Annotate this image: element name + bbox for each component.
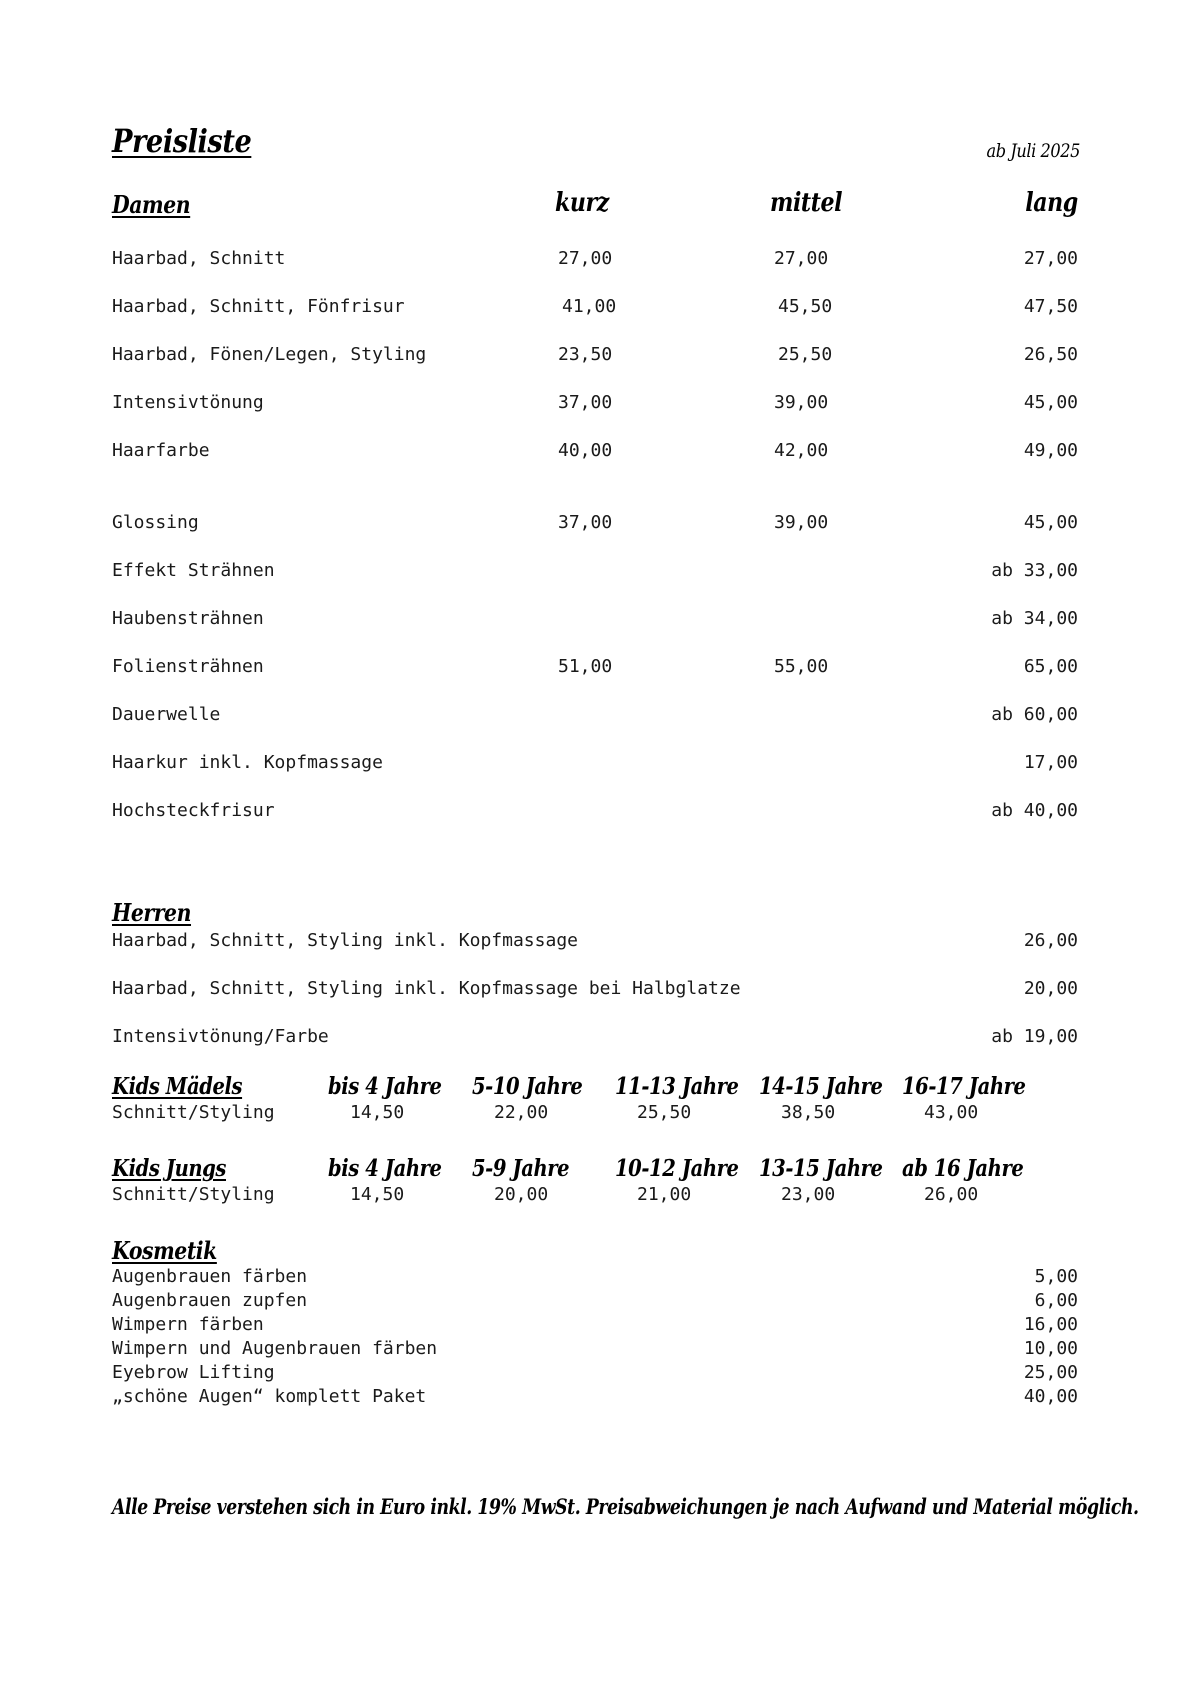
- service-label: Eyebrow Lifting: [112, 1362, 275, 1383]
- price: 43,00: [924, 1102, 979, 1123]
- age-group-heading: bis 4 Jahre: [328, 1155, 442, 1182]
- table-row: [112, 608, 1078, 632]
- price: 6,00: [1034, 1290, 1078, 1311]
- table-row: [112, 752, 1078, 776]
- page-title: Preisliste: [112, 122, 252, 160]
- price-kurz: 41,00: [562, 296, 617, 317]
- table-row: [112, 344, 1078, 368]
- price: 14,50: [350, 1184, 405, 1205]
- price-mittel: 55,00: [774, 656, 829, 677]
- table-row: [112, 440, 1078, 464]
- service-label: Haarbad, Fönen/Legen, Styling: [112, 344, 427, 365]
- column-heading-kurz: kurz: [555, 188, 609, 218]
- price-lang: ab 33,00: [991, 560, 1078, 581]
- price-mittel: 42,00: [774, 440, 829, 461]
- service-label: Dauerwelle: [112, 704, 221, 725]
- service-label: Haarkur inkl. Kopfmassage: [112, 752, 383, 773]
- price: ab 19,00: [991, 1026, 1078, 1047]
- table-row: [112, 1026, 1078, 1050]
- price: 21,00: [637, 1184, 692, 1205]
- valid-from-date: ab Juli 2025: [986, 140, 1080, 162]
- column-heading-lang: lang: [1025, 188, 1078, 218]
- price: 40,00: [1023, 1386, 1078, 1407]
- table-row: [112, 1362, 1078, 1386]
- price-lang: ab 40,00: [991, 800, 1078, 821]
- section-heading-damen: Damen: [112, 190, 191, 219]
- price-lang: ab 34,00: [991, 608, 1078, 629]
- price: 38,50: [781, 1102, 836, 1123]
- service-label: Haarfarbe: [112, 440, 210, 461]
- column-heading-mittel: mittel: [770, 188, 843, 218]
- table-row: [112, 560, 1078, 584]
- service-label: Haarbad, Schnitt, Fönfrisur: [112, 296, 405, 317]
- service-label: Schnitt/Styling: [112, 1102, 275, 1123]
- age-group-heading: 10-12 Jahre: [615, 1155, 739, 1182]
- price: 23,00: [781, 1184, 836, 1205]
- price-mittel: 27,00: [774, 248, 829, 269]
- price: 26,00: [1023, 930, 1078, 951]
- age-group-heading: 5-10 Jahre: [472, 1073, 583, 1100]
- table-row: [112, 704, 1078, 728]
- price-lang: 65,00: [1023, 656, 1078, 677]
- price-lang: 45,00: [1023, 512, 1078, 533]
- service-label: Augenbrauen färben: [112, 1266, 308, 1287]
- age-group-heading: ab 16 Jahre: [902, 1155, 1024, 1182]
- price-kurz: 37,00: [558, 512, 613, 533]
- service-label: Glossing: [112, 512, 199, 533]
- footer-note: Alle Preise verstehen sich in Euro inkl. 19% MwSt. Preisabweichungen je nach Aufwand und Material möglich.: [112, 1494, 1139, 1519]
- table-row: [112, 1314, 1078, 1338]
- service-label: „schöne Augen“ komplett Paket: [112, 1386, 427, 1407]
- price: 5,00: [1034, 1266, 1078, 1287]
- price-lang: 27,00: [1023, 248, 1078, 269]
- price-lang: 17,00: [1023, 752, 1078, 773]
- price: 25,00: [1023, 1362, 1078, 1383]
- price-kurz: 27,00: [558, 248, 613, 269]
- price-kurz: 37,00: [558, 392, 613, 413]
- section-heading-herren: Herren: [112, 898, 192, 927]
- price: 20,00: [494, 1184, 549, 1205]
- table-row: [112, 1290, 1078, 1314]
- table-row: [112, 296, 1078, 320]
- price: 10,00: [1023, 1338, 1078, 1359]
- price-mittel: 45,50: [778, 296, 833, 317]
- section-heading-kids-maedels: Kids Mädels: [112, 1073, 243, 1100]
- table-row: [112, 1338, 1078, 1362]
- price: 22,00: [494, 1102, 549, 1123]
- price-kurz: 23,50: [558, 344, 613, 365]
- service-label: Hochsteckfrisur: [112, 800, 275, 821]
- service-label: Schnitt/Styling: [112, 1184, 275, 1205]
- price: 14,50: [350, 1102, 405, 1123]
- section-heading-kosmetik: Kosmetik: [112, 1236, 217, 1265]
- table-row: [112, 800, 1078, 824]
- service-label: Haarbad, Schnitt, Styling inkl. Kopfmassage: [112, 930, 578, 951]
- table-row: [112, 1266, 1078, 1290]
- price-lang: 47,50: [1023, 296, 1078, 317]
- table-row: [112, 392, 1078, 416]
- age-group-heading: 16-17 Jahre: [902, 1073, 1026, 1100]
- service-label: Wimpern und Augenbrauen färben: [112, 1338, 438, 1359]
- table-row: [112, 930, 1078, 954]
- table-row: [112, 656, 1078, 680]
- service-label: Haarbad, Schnitt, Styling inkl. Kopfmassage bei Halbglatze: [112, 978, 741, 999]
- price-lang: 49,00: [1023, 440, 1078, 461]
- age-group-heading: 13-15 Jahre: [759, 1155, 883, 1182]
- service-label: Haarbad, Schnitt: [112, 248, 286, 269]
- table-row: [112, 248, 1078, 272]
- table-row: [112, 512, 1078, 536]
- service-label: Augenbrauen zupfen: [112, 1290, 308, 1311]
- price: 25,50: [637, 1102, 692, 1123]
- table-row: [112, 978, 1078, 1002]
- price: 26,00: [924, 1184, 979, 1205]
- table-row: [112, 1386, 1078, 1410]
- price-lang: 45,00: [1023, 392, 1078, 413]
- age-group-heading: 5-9 Jahre: [472, 1155, 570, 1182]
- service-label: Haubensträhnen: [112, 608, 264, 629]
- service-label: Intensivtönung: [112, 392, 264, 413]
- service-label: Foliensträhnen: [112, 656, 264, 677]
- service-label: Wimpern färben: [112, 1314, 264, 1335]
- section-heading-kids-jungs: Kids Jungs: [112, 1155, 227, 1182]
- service-label: Intensivtönung/Farbe: [112, 1026, 329, 1047]
- price-kurz: 40,00: [558, 440, 613, 461]
- price-mittel: 39,00: [774, 392, 829, 413]
- price: 16,00: [1023, 1314, 1078, 1335]
- age-group-heading: 11-13 Jahre: [615, 1073, 739, 1100]
- price-lang: ab 60,00: [991, 704, 1078, 725]
- age-group-heading: bis 4 Jahre: [328, 1073, 442, 1100]
- service-label: Effekt Strähnen: [112, 560, 275, 581]
- price: 20,00: [1023, 978, 1078, 999]
- price-mittel: 25,50: [778, 344, 833, 365]
- age-group-heading: 14-15 Jahre: [759, 1073, 883, 1100]
- price-lang: 26,50: [1023, 344, 1078, 365]
- price-kurz: 51,00: [558, 656, 613, 677]
- price-mittel: 39,00: [774, 512, 829, 533]
